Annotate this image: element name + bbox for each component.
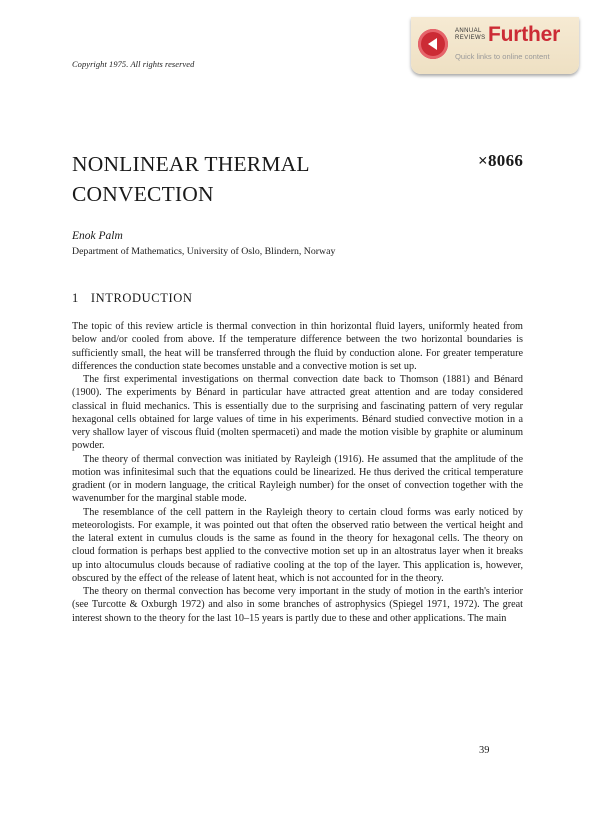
paragraph: The first experimental investigations on thermal convection date back to Thomson (1881) and Bénard (1900). The experiments by Bénard in particular have attracted great attention and are today considered classical in fluid mechanics. This is essentially due to the surprising and fascinating pattern of very regular hexagonal cells obtained for large values of time in his experiments. Bénard studied convective motion in a very shallow layer of viscous fluid (molten spermaceti) and made the motion visible by graphite or aluminum powder. — [72, 374, 523, 452]
badge-reviews-label: REVIEWS — [455, 34, 486, 41]
title-line-1: NONLINEAR THERMAL — [72, 152, 310, 176]
badge-annual-reviews — [455, 28, 486, 41]
article-title — [72, 149, 372, 209]
badge-annual-label: ANNUAL — [455, 28, 482, 34]
section-number: 1 — [72, 291, 79, 305]
author-name: Enok Palm — [72, 230, 123, 242]
page-number: 39 — [479, 745, 490, 756]
title-line-2: CONVECTION — [72, 182, 214, 206]
paragraph: The resemblance of the cell pattern in the Rayleigh theory to certain cloud forms was early noticed by meteorologists. For example, it was pointed out that often the observed ratio between the vertical height and the lateral extent in cumulus clouds is the same as found in the theory for hexagonal cells. The theory on cloud formation is perhaps best applied to the convective motion set up in an altostratus layer when it breaks up into altocumulus clouds because of radiative cooling at the top of the layer. This application is, however, obscured by the effect of the release of latent heat, which is not accounted for in the theory. — [72, 506, 523, 584]
paragraph: The topic of this review article is thermal convection in thin horizontal fluid layers, uniformly heated from below and/or cooled from above. If the temperature difference between the two horizontal boundaries is sufficiently small, the heat will be transferred through the fluid by conduction alone. For greater temperature differences the conduction state becomes unstable and a convective motion is set up. — [72, 321, 523, 372]
author-affiliation: Department of Mathematics, University of Oslo, Blindern, Norway — [72, 246, 336, 257]
badge-further-label: Further — [488, 23, 561, 46]
section-title: INTRODUCTION — [90, 291, 193, 305]
article-body — [72, 320, 523, 625]
paragraph: The theory of thermal convection was initiated by Rayleigh (1916). He assumed that the amplitude of the motion was infinitesimal such that the equations could be linearized. He thus derived the critical temperature gradient (or in modern language, the critical Rayleigh number) for the onset of convection together with the wavenumber for the marginal stable mode. — [72, 453, 523, 505]
copyright-notice: Copyright 1975. All rights reserved — [72, 60, 195, 69]
badge-subtitle: Quick links to online content — [455, 52, 550, 61]
article-code: ×8066 — [478, 151, 524, 170]
paragraph: The theory on thermal convection has become very important in the study of motion in the earth's interior (see Turcotte & Oxburgh 1972) and also in some branches of astrophysics (Spiegel 1971, 1972). The great interest shown to the theory for the last 10–15 years is partly due to these and other applications. The main — [72, 586, 523, 624]
section-heading — [72, 291, 193, 306]
further-badge[interactable] — [411, 17, 579, 74]
back-arrow-icon — [418, 29, 448, 59]
